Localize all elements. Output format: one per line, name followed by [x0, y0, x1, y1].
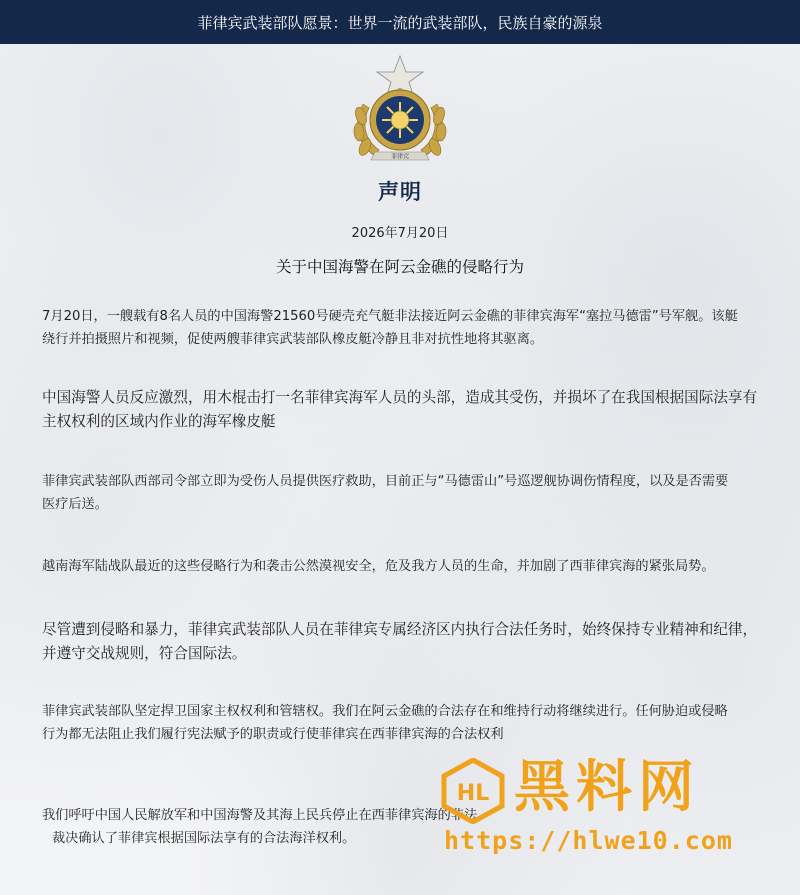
afp-seal-icon — [345, 52, 455, 170]
vision-banner-text: 菲律宾武装部队愿景：世界一流的武装部队，民族自豪的源泉 — [197, 13, 603, 32]
paragraph-line: 中国海警人员反应激烈，用木棍击打一名菲律宾海军人员的头部，造成其受伤，并损坏了在我国根据国际法享有 — [42, 389, 758, 406]
paragraph-3 — [42, 470, 766, 516]
paragraph-line: 主权权利的区域内作业的海军橡皮艇 — [42, 413, 276, 430]
paragraph-line: 绕行并拍摄照片和视频，促使两艘菲律宾武装部队橡皮艇冷静且非对抗性地将其驱离。 — [42, 332, 544, 347]
paragraph-line: 菲律宾武装部队坚定捍卫国家主权权利和管辖权。我们在阿云金礁的合法存在和维持行动将继续进行。任何胁迫或侵略 — [42, 704, 728, 719]
paragraph-5 — [42, 618, 766, 666]
paragraph-line: 我们呼吁中国人民解放军和中国海警及其海上民兵停止在西菲律宾海的非法 — [42, 808, 478, 823]
paragraph-2 — [42, 386, 766, 434]
statement-date: 2026年7月20日 — [351, 226, 449, 241]
paragraph-line: 尽管遭到侵略和暴力，菲律宾武装部队人员在菲律宾专属经济区内执行合法任务时，始终保持专业精神和纪律， — [42, 621, 758, 638]
paragraph-4 — [42, 555, 766, 578]
afp-emblem — [0, 52, 800, 170]
statement-title: 声明 — [378, 180, 422, 204]
paragraph-line: 行为都无法阻止我们履行宪法赋予的职责或行使菲律宾在西菲律宾海的合法权利 — [42, 727, 504, 742]
paragraph-1 — [42, 305, 766, 351]
hl-logo-icon — [440, 758, 506, 824]
paragraph-line: 菲律宾武装部队西部司令部立即为受伤人员提供医疗救助，目前正与“马德雷山”号巡逻舰协调伤情程度，以及是否需要 — [42, 474, 729, 489]
vision-banner — [0, 0, 800, 44]
paragraph-line: 7月20日，一艘载有8名人员的中国海警21560号硬壳充气艇非法接近阿云金礁的菲律宾海军“塞拉马德雷”号军舰。该艇 — [42, 309, 738, 324]
watermark-text: 黑料网 — [514, 755, 700, 820]
statement-subject: 关于中国海警在阿云金礁的侵略行为 — [275, 258, 524, 276]
paragraph-line: 越南海军陆战队最近的这些侵略行为和袭击公然漠视安全，危及我方人员的生命，并加剧了西菲律宾海的紧张局势。 — [42, 559, 715, 574]
watermark-url: https://hlwe10.com — [444, 826, 733, 855]
paragraph-line: 并遵守交战规则，符合国际法。 — [42, 645, 247, 662]
paragraph-6 — [42, 700, 766, 746]
site-watermark — [440, 752, 785, 872]
svg-text:菲律宾: 菲律宾 — [390, 153, 410, 161]
svg-text:HL: HL — [456, 781, 490, 806]
paragraph-line: 医疗后送。 — [42, 497, 108, 512]
paragraph-line: 裁决确认了菲律宾根据国际法享有的合法海洋权利。 — [52, 831, 356, 846]
